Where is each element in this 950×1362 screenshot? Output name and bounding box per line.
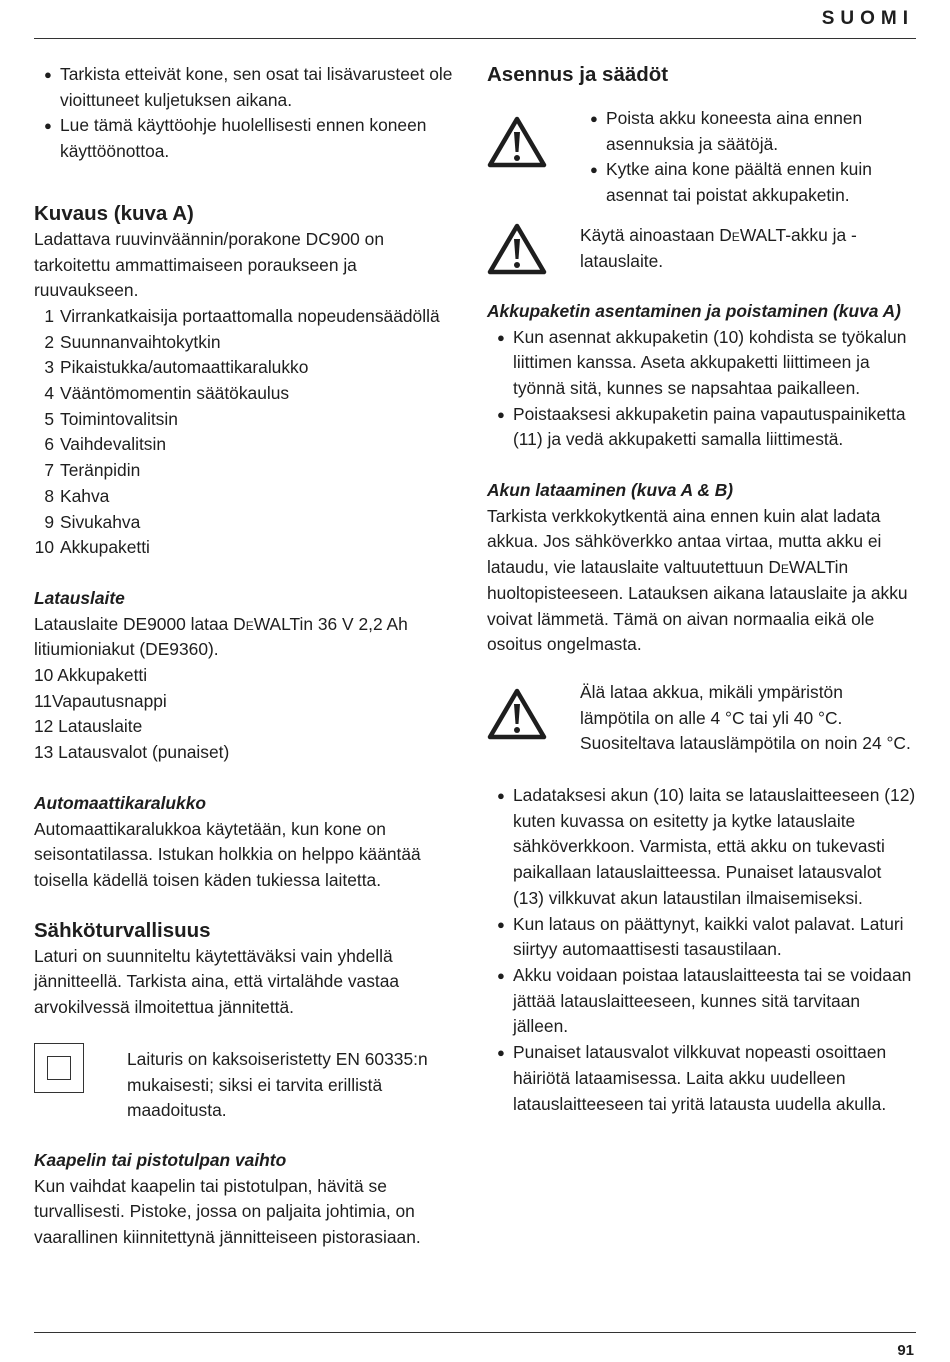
lataaminen-bullet: ● Akku voidaan poistaa latauslaitteesta tai se voidaan jättää latauslaitteeseen, kunnes sitä tarvitaan jälleen. bbox=[487, 963, 917, 1040]
double-insulation-icon bbox=[34, 1043, 84, 1093]
list-item: 1 Virrankatkaisija portaattomalla nopeudensäädöllä bbox=[44, 305, 440, 326]
lataaminen-text: Tarkista verkkokytkentä aina ennen kuin alat ladata akkua. Jos sähköverkko antaa virtaa, mutta akku ei lataudu, vie latauslaite valtuutettuun DeWALTin huoltopisteeseen. Latauksen aikana latauslaite ja akku voivat lämmetä. Tämä on aivan normaalia eikä ole osoitus ongelmasta. bbox=[487, 505, 908, 655]
list-item: 4 Vääntömomentin säätökaulus bbox=[44, 383, 290, 404]
lataaminen-bullet: ● Kun lataus on päättynyt, kaikki valot palavat. Laturi siirtyy automaattisesti tasaustilaan. bbox=[487, 912, 917, 963]
list-item: 11Vapautusnappi bbox=[34, 690, 167, 711]
warning-block bbox=[487, 108, 917, 209]
list-item: 9 Sivukahva bbox=[44, 511, 141, 532]
list-item: 8 Kahva bbox=[44, 485, 110, 506]
warning-block bbox=[487, 680, 917, 757]
list-item: 2 Suunnanvaihtokytkin bbox=[44, 331, 221, 352]
kuvaus-text: Ladattava ruuvinväännin/porakone DC900 on tarkoitettu ammattimaiseen poraukseen ja ruuvaukseen. bbox=[34, 228, 384, 301]
sahko-heading: Sähköturvallisuus bbox=[34, 918, 211, 942]
warning-text: Älä lataa akkua, mikäli ympäristön lämpötila on alle 4 °C tai yli 40 °C. Suositeltava latauslämpötila on noin 24 °C. bbox=[580, 681, 911, 754]
list-item: 10 Akkupaketti bbox=[34, 537, 150, 558]
latauslaite-heading: Latauslaite bbox=[34, 587, 125, 608]
warning-icon bbox=[487, 116, 547, 168]
intro-bullet: ● Tarkista etteivät kone, sen osat tai lisävarusteet ole vioittuneet kuljetuksen aikana. bbox=[34, 62, 464, 113]
list-item: 3 Pikaistukka/automaattikaralukko bbox=[44, 357, 309, 378]
double-insulation-text: Laituris on kaksoiseristetty EN 60335:n mukaisesti; siksi ei tarvita erillistä maadoitusta. bbox=[127, 1048, 428, 1121]
automaatti-text: Automaattikaralukkoa käytetään, kun kone on seisontatilassa. Istukan holkkia on helppo kääntää toisella kädellä toisen käden tukiessa laitetta. bbox=[34, 818, 421, 890]
warning-icon bbox=[487, 223, 547, 275]
akkupaketti-heading: Akkupaketin asentaminen ja poistaminen (kuva A) bbox=[487, 300, 901, 321]
list-item: 5 Toimintovalitsin bbox=[44, 408, 178, 429]
latauslaite-text: Latauslaite DE9000 lataa DeWALTin 36 V 2,2 Ah litiumioniakut (DE9360). bbox=[34, 613, 408, 660]
akkupaketti-bullet: ● Kun asennat akkupaketin (10) kohdista se työkalun liittimen kanssa. Aseta akkupaketti liittimeen ja työnnä sitä, kunnes se napsahtaa paikalleen. bbox=[487, 325, 917, 402]
list-item: 10 Akkupaketti bbox=[34, 665, 148, 686]
footer-rule bbox=[34, 1332, 916, 1333]
lataaminen-heading: Akun lataaminen (kuva A & B) bbox=[487, 480, 734, 501]
kaapeli-heading: Kaapelin tai pistotulpan vaihto bbox=[34, 1149, 287, 1170]
left-column bbox=[34, 62, 464, 1251]
intro-bullet: ● Lue tämä käyttöohje huolellisesti ennen koneen käyttöönottoa. bbox=[34, 113, 464, 164]
parts-list bbox=[34, 304, 464, 561]
kuvaus-heading: Kuvaus (kuva A) bbox=[34, 201, 194, 225]
list-item: 12 Latauslaite bbox=[34, 716, 143, 737]
lataaminen-bullet: ● Ladataksesi akun (10) laita se latauslaitteeseen (12) kuten kuvassa on esitetty ja kytke latauslaite sähköverkkoon. Varmista, että akku on tukevasti paikallaan latauslaitteessa. Punaiset latausvalot (13) vilkkuvat akun lataustilan ilmaisemiseksi. bbox=[487, 783, 917, 912]
list-item: 13 Latausvalot (punaiset) bbox=[34, 742, 230, 763]
list-item: 7 Teränpidin bbox=[44, 460, 141, 481]
kaapeli-text: Kun vaihdat kaapelin tai pistotulpan, hävitä se turvallisesti. Pistoke, jossa on paljaita johtimia, on vaarallinen kiinnitettynä jännitteiseen pistorasiaan. bbox=[34, 1175, 421, 1248]
right-column bbox=[487, 62, 917, 1117]
page-number: 91 bbox=[897, 1342, 914, 1359]
lataaminen-bullet: ● Punaiset latausvalot vilkkuvat nopeasti osoittaen häiriötä lataamisessa. Laita akku uudelleen latauslaitteeseen tai yritä latausta uudella akulla. bbox=[487, 1040, 917, 1117]
list-item: 6 Vaihdevalitsin bbox=[44, 434, 167, 455]
warning-text: Käytä ainoastaan DeWALT-akku ja -latauslaite. bbox=[580, 224, 857, 271]
warning-bullet: ● Poista akku koneesta aina ennen asennuksia ja säätöjä. bbox=[580, 106, 917, 157]
language-label: SUOMI bbox=[821, 8, 914, 29]
automaatti-heading: Automaattikaralukko bbox=[34, 792, 207, 813]
sahko-text: Laturi on suunniteltu käytettäväksi vain yhdellä jännitteellä. Tarkista aina, että virtalähde vastaa arvokilvessä ilmoitettua jännitettä. bbox=[34, 945, 400, 1018]
warning-bullet: ● Kytke aina kone päältä ennen kuin asennat tai poistat akkupaketin. bbox=[580, 157, 917, 208]
double-insulation-note bbox=[34, 1043, 464, 1124]
akkupaketti-bullet: ● Poistaaksesi akkupaketin paina vapautuspainiketta (11) ja vedä akkupaketti samalla liittimestä. bbox=[487, 402, 917, 453]
asennus-heading: Asennus ja säädöt bbox=[487, 63, 669, 86]
header-rule bbox=[34, 38, 916, 39]
warning-icon bbox=[487, 688, 547, 740]
warning-block bbox=[487, 223, 917, 275]
